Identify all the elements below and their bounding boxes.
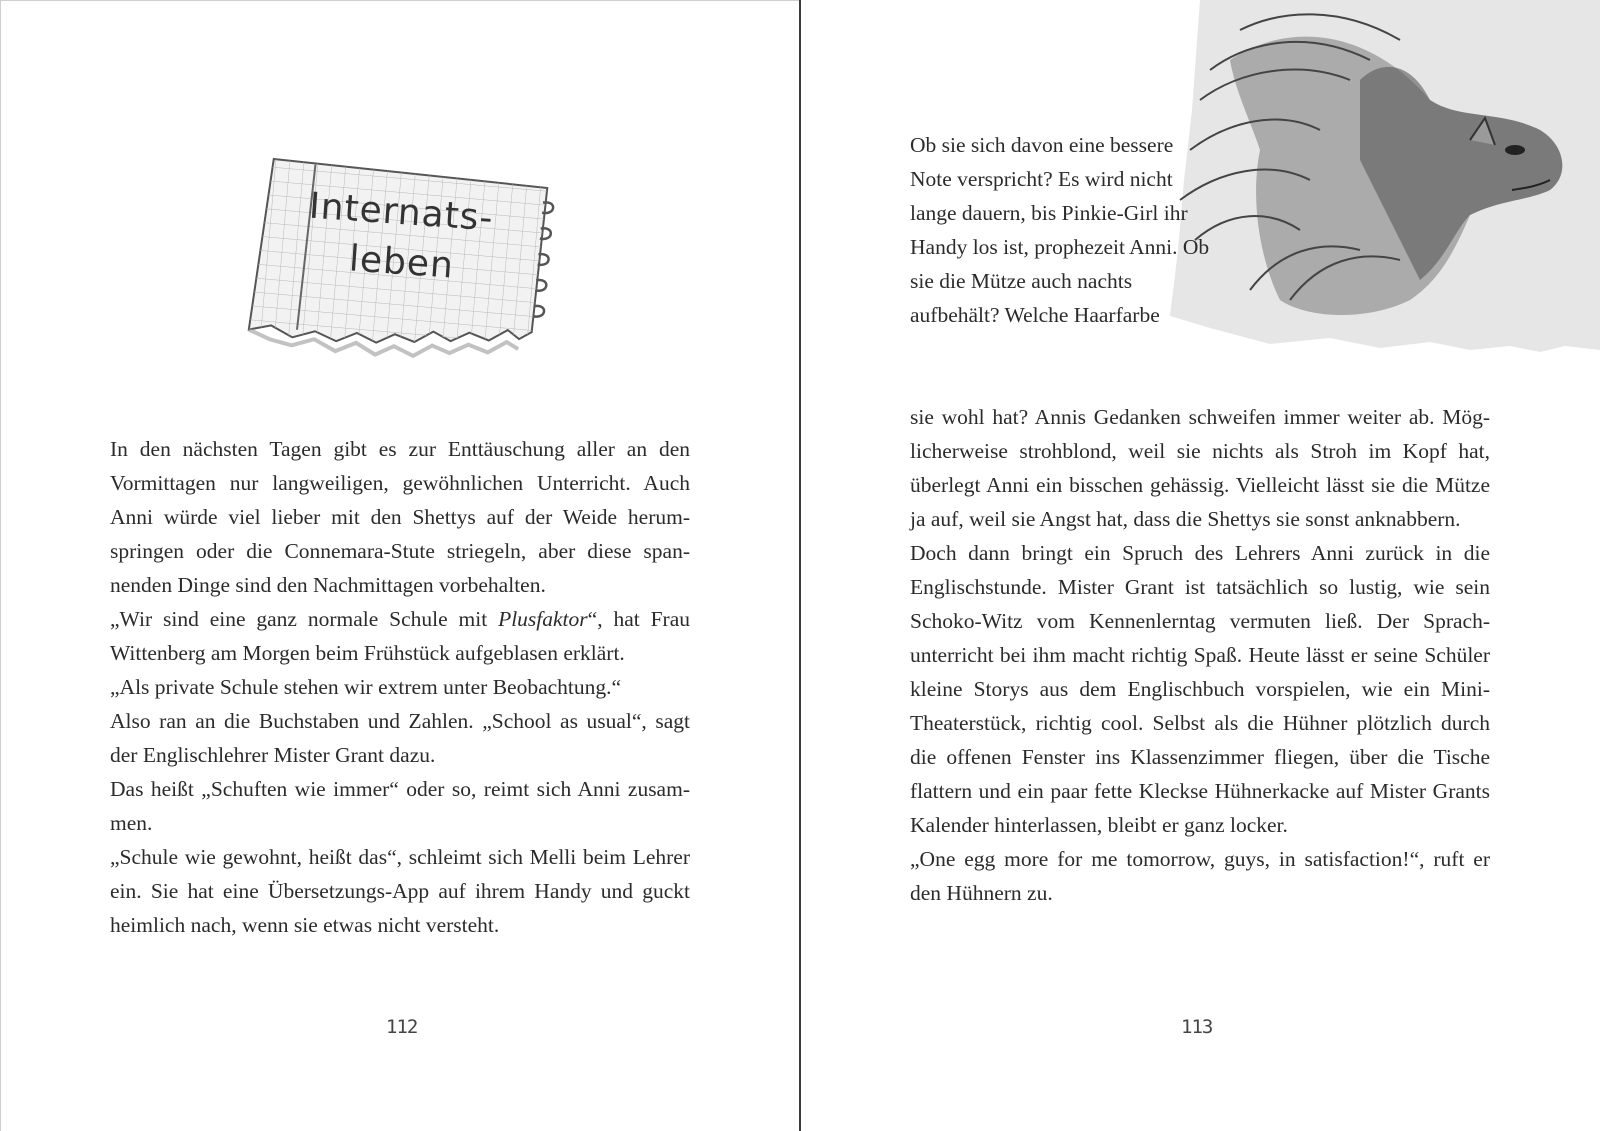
left-page-body	[110, 432, 690, 942]
paragraph: „One egg more for me tomorrow, guys, in satisfaction!“, ruft er den Hühnern zu.	[910, 847, 1490, 905]
page-number-left: 112	[386, 1016, 418, 1038]
chapter-title-line2: leben	[347, 238, 456, 287]
paragraph: In den nächsten Tagen gibt es zur Enttäuschung aller an den Vormittagen nur langweiligen, gewöhnlichen Unterricht. Auch Anni würde viel lieber mit den Shettys auf der Weide herumspringen oder die Connemara-Stute striegeln, aber diese spannenden Dinge sind den Nachmittagen vorbehalten.	[110, 437, 690, 597]
paragraph: sie wohl hat? Annis Gedanken schweifen immer weiter ab. Möglicherweise strohblond, weil sie nichts als Stroh im Kopf hat, überlegt Anni ein bisschen gehässig. Vielleicht lässt sie die Mütze ja auf, weil sie Angst hat, dass die Shettys sie sonst anknabbern.	[910, 405, 1490, 531]
paragraph: „Wir sind eine ganz normale Schule mit Plusfaktor“, hat Frau Wittenberg am Morgen beim Frühstück aufgeblasen erklärt.	[110, 607, 690, 665]
paragraph: Das heißt „Schuften wie immer“ oder so, reimt sich Anni zusammen.	[110, 777, 690, 835]
italic-term: Plusfaktor	[498, 607, 588, 631]
book-gutter	[799, 0, 801, 1131]
page-number-right: 113	[1181, 1016, 1213, 1038]
torn-notepaper-icon	[225, 150, 565, 380]
chapter-title-line1: Internats-	[307, 185, 495, 240]
paragraph: Also ran an die Buchstaben und Zahlen. „School as usual“, sagt der Englischlehrer Mister Grant dazu.	[110, 709, 690, 767]
paragraph: „Als private Schule stehen wir extrem unter Beobachtung.“	[110, 675, 622, 699]
paragraph: „Schule wie gewohnt, heißt das“, schleimt sich Melli beim Lehrer ein. Sie hat eine Übersetzungs-App auf ihrem Handy und guckt heimlich nach, wenn sie etwas nicht versteht.	[110, 845, 690, 937]
right-page-wrap-text: Ob sie sich davon eine bessere Note verspricht? Es wird nicht lange dauern, bis Pinkie-Girl ihr Handy los ist, prophezeit Anni. Ob sie die Mütze auch nachts aufbehält? Welche Haarfarbe	[910, 133, 1210, 327]
right-page-body	[910, 400, 1490, 910]
paragraph: Doch dann bringt ein Spruch des Lehrers Anni zurück in die Englischstunde. Mister Grant ist tatsächlich so lustig, wie sein Schoko-Witz vom Kennenlerntag vermuten ließ. Der Sprachunterricht bei ihm macht richtig Spaß. Heute lässt er seine Schüler kleine Storys aus dem Englischbuch vorspielen, wie ein Mini-Theaterstück, richtig cool. Selbst als die Hühner plötzlich durch die offenen Fenster ins Klassenzimmer fliegen, über die Tische flattern und ein paar fette Kleckse Hühnerkacke auf Mister Grants Kalender hinterlassen, bleibt er ganz locker.	[910, 541, 1490, 837]
pony-sketch-icon	[1170, 0, 1600, 356]
